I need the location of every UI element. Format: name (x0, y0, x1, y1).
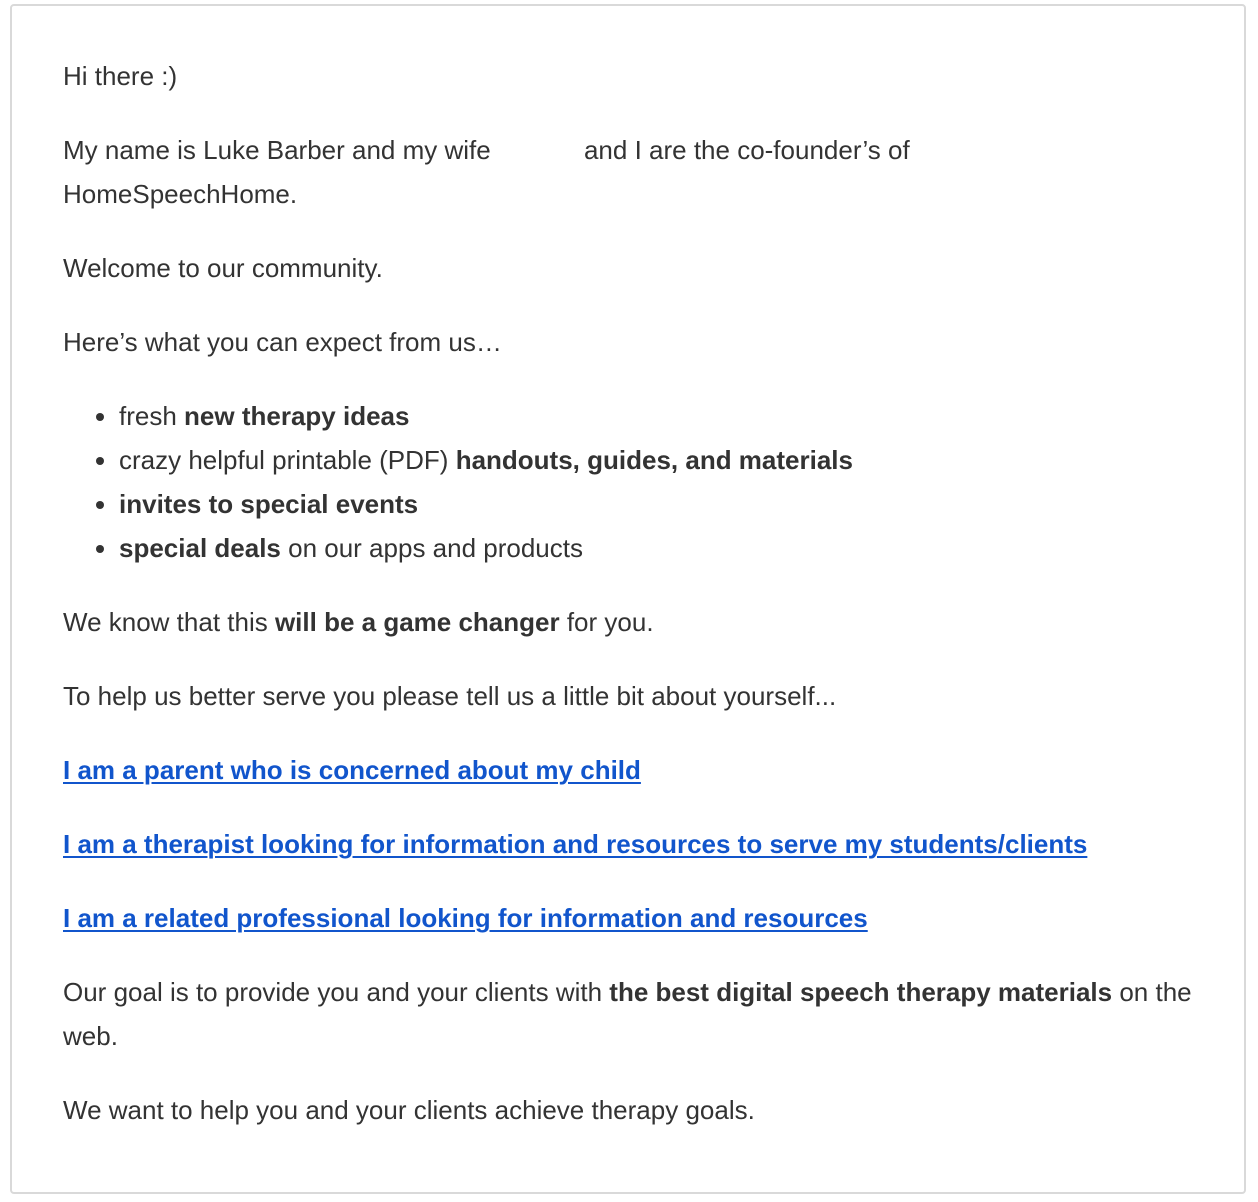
list-item (119, 526, 1213, 570)
game-changer-text: for you. (559, 607, 654, 637)
game-changer-text: We know that this (63, 607, 275, 637)
link-paragraph (63, 822, 1213, 866)
intro-text-2: and I are the co-founder’s of (583, 135, 910, 165)
goal-text: Our goal is to provide you and your clients with (63, 977, 610, 1007)
intro-text-1: My name is Luke Barber and my wife (63, 135, 498, 165)
welcome-text: Welcome to our community. (63, 253, 383, 283)
goal-text: on the web. (63, 977, 1192, 1051)
goal-bold: the best digital speech therapy materials (609, 977, 1113, 1007)
redacted-name (498, 158, 584, 159)
list-item-text: on our apps and products (280, 533, 583, 563)
greeting: Hi there :) (63, 61, 178, 91)
expect-text: Here’s what you can expect from us… (63, 327, 502, 357)
email-frame (10, 4, 1246, 1194)
list-item-text: fresh (119, 401, 185, 431)
list-item-bold: new therapy ideas (184, 401, 410, 431)
list-item-bold: special deals (119, 533, 281, 563)
therapist-link[interactable]: I am a therapist looking for information and resources to serve my students/clients (63, 829, 1088, 859)
closing-text: We want to help you and your clients achieve therapy goals. (63, 1095, 755, 1125)
intro-text-3: HomeSpeechHome. (63, 179, 298, 209)
list-item (119, 394, 1213, 438)
link-paragraph (63, 896, 1213, 940)
parent-link[interactable]: I am a parent who is concerned about my child (63, 755, 641, 785)
related-professional-link[interactable]: I am a related professional looking for information and resources (63, 903, 868, 933)
list-item-bold: handouts, guides, and materials (455, 445, 853, 475)
game-changer-paragraph (63, 600, 1213, 644)
intro-paragraph (63, 128, 1213, 216)
help-text: To help us better serve you please tell us a little bit about yourself... (63, 681, 837, 711)
goal-paragraph (63, 970, 1213, 1058)
game-changer-bold: will be a game changer (274, 607, 560, 637)
email-body (63, 54, 1213, 1162)
benefits-list (63, 394, 1213, 570)
list-item-text: crazy helpful printable (PDF) (119, 445, 456, 475)
list-item (119, 438, 1213, 482)
list-item-bold: invites to special events (119, 489, 419, 519)
link-paragraph (63, 748, 1213, 792)
list-item (119, 482, 1213, 526)
